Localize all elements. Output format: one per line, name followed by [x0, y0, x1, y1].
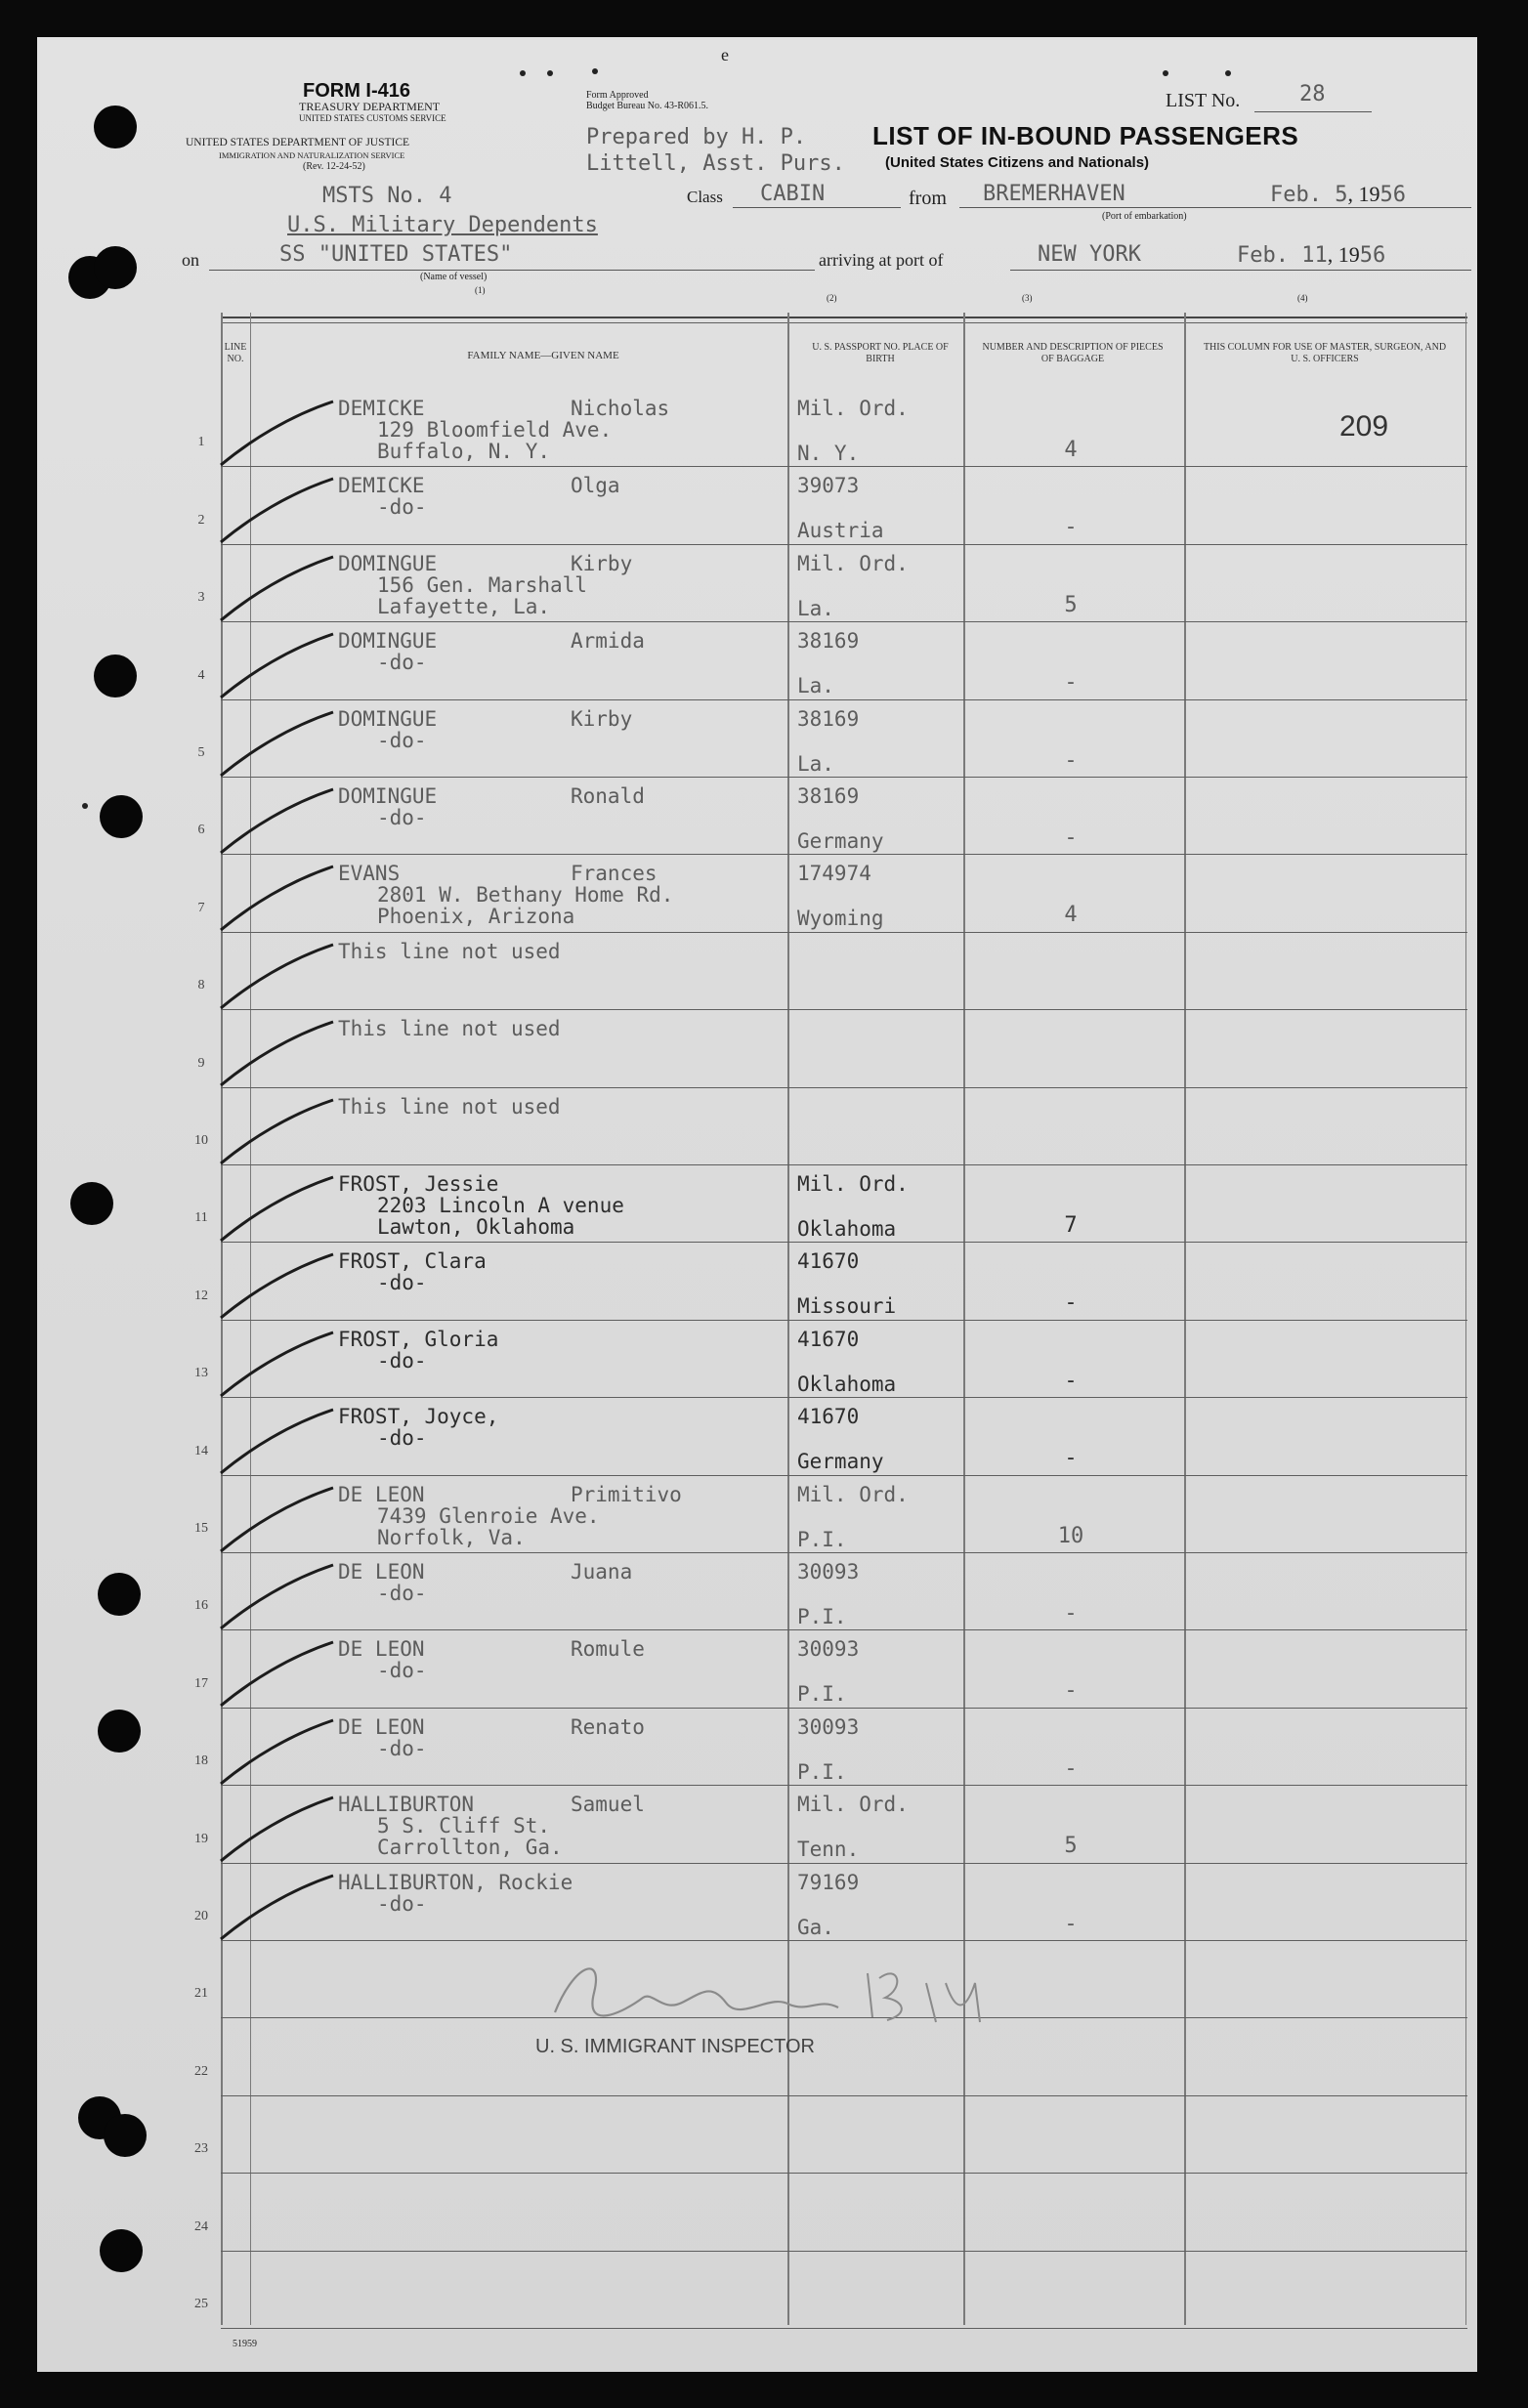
col1-number: (1) [475, 285, 486, 295]
table-row [182, 934, 1467, 1011]
baggage-count: 5 [1064, 1834, 1078, 1859]
binder-hole [104, 2114, 147, 2157]
check-mark [211, 397, 338, 475]
col4-number: (4) [1297, 293, 1308, 303]
line-number: 17 [194, 1675, 208, 1691]
family-name: DEMICKE [338, 397, 425, 420]
table-row [182, 1865, 1467, 1942]
list-no-label: LIST No. [1166, 90, 1241, 111]
table-row [182, 1011, 1467, 1088]
family-name: DOMINGUE [338, 706, 438, 731]
passport-number: 41670 [797, 1405, 860, 1429]
place-of-birth: Germany [797, 829, 884, 853]
line-number: 3 [197, 590, 205, 606]
vessel-name: SS "UNITED STATES" [279, 242, 513, 267]
family-name: DOMINGUE [338, 629, 438, 654]
line-number: 19 [194, 1831, 208, 1846]
address-line-1: -do- [377, 728, 427, 752]
passport-number: Mil. Ord. [797, 1172, 909, 1196]
line-number: 10 [194, 1132, 208, 1148]
col-name-header: FAMILY NAME—GIVEN NAME [467, 350, 619, 361]
on-label: on [182, 250, 199, 270]
family-name: DE LEON [338, 1482, 425, 1506]
address-line-1: -do- [377, 1891, 427, 1916]
line-number: 5 [197, 744, 205, 760]
baggage-count: 4 [1064, 903, 1078, 928]
line-number: 6 [197, 823, 205, 838]
baggage-count: - [1064, 1368, 1078, 1393]
table-row [182, 2097, 1467, 2175]
baggage-count: - [1064, 1601, 1078, 1626]
baggage-count: - [1064, 1678, 1078, 1704]
class-value: CABIN [760, 182, 826, 206]
place-of-birth: Oklahoma [797, 1372, 897, 1396]
line-number: 14 [194, 1443, 208, 1458]
place-of-birth: P.I. [797, 1605, 847, 1628]
table-row [182, 391, 1467, 468]
passport-number: 30093 [797, 1714, 860, 1739]
line-number: 25 [194, 2296, 208, 2311]
place-of-birth: Wyoming [797, 907, 884, 931]
address-line-1: -do- [377, 651, 427, 675]
passport-number: 38169 [797, 706, 860, 731]
address-line-1: 5 S. Cliff St. [377, 1814, 551, 1838]
arriving-label: arriving at port of [819, 250, 944, 270]
table-row [182, 1244, 1467, 1321]
arrival-port: NEW YORK [1038, 242, 1141, 267]
place-of-birth: La. [797, 751, 834, 776]
line-number: 20 [194, 1908, 208, 1923]
check-mark [211, 1095, 338, 1173]
given-name: Armida [571, 629, 645, 654]
family-name: DE LEON [338, 1637, 425, 1662]
justice-dept: UNITED STATES DEPARTMENT OF JUSTICE [186, 137, 410, 148]
given-name: Kirby [571, 706, 633, 731]
address-line-1: -do- [377, 1271, 427, 1295]
address-line-2: Phoenix, Arizona [377, 905, 575, 929]
check-mark [211, 1249, 338, 1328]
table-row [182, 623, 1467, 700]
table-row [182, 2253, 1467, 2330]
check-mark [211, 629, 338, 707]
passport-number: 41670 [797, 1327, 860, 1351]
place-of-birth: La. [797, 674, 834, 698]
address-line-1: 129 Bloomfield Ave. [377, 418, 613, 442]
address-line-1: -do- [377, 1736, 427, 1760]
place-of-birth: P.I. [797, 1527, 847, 1551]
line-number: 13 [194, 1366, 208, 1381]
embark-note: (Port of embarkation) [1102, 211, 1187, 222]
address-line-2: Lafayette, La. [377, 594, 551, 618]
address-line-2: Carrollton, Ga. [377, 1836, 563, 1860]
table-row [182, 701, 1467, 779]
place-of-birth: Ga. [797, 1915, 834, 1939]
budget-bureau: Budget Bureau No. 43-R061.5. [586, 101, 708, 111]
family-name: FROST, Jessie [338, 1172, 499, 1196]
check-mark [211, 1017, 338, 1095]
table-row [182, 1477, 1467, 1554]
check-mark [211, 1871, 338, 1949]
col-officers-header: THIS COLUMN FOR USE OF MASTER, SURGEON, AND U. S. OFFICERS [1203, 342, 1447, 364]
table-row [182, 468, 1467, 545]
binder-hole [98, 1573, 141, 1616]
baggage-count: - [1064, 515, 1078, 540]
inspector-label: U. S. IMMIGRANT INSPECTOR [535, 2036, 815, 2057]
given-name: Samuel [571, 1793, 645, 1817]
page-subtitle: (United States Citizens and Nationals) [885, 154, 1150, 171]
check-mark [211, 940, 338, 1018]
address-line-1: -do- [377, 1659, 427, 1683]
place-of-birth: Oklahoma [797, 1217, 897, 1241]
line-number: 11 [194, 1210, 208, 1226]
col-line-header: LINE NO. [224, 342, 247, 364]
family-name: EVANS [338, 862, 401, 886]
place-of-birth: Germany [797, 1450, 884, 1474]
given-name: Ronald [571, 784, 645, 808]
given-name: Frances [571, 862, 658, 886]
baggage-count: 10 [1057, 1523, 1084, 1548]
officer-note: 209 [1339, 410, 1389, 443]
line-number: 15 [194, 1520, 208, 1536]
table-row [182, 1554, 1467, 1631]
baggage-count: 7 [1064, 1213, 1078, 1238]
line-number: 7 [197, 900, 205, 915]
address-line-1: -do- [377, 1426, 427, 1451]
line-number: 23 [194, 2141, 208, 2157]
check-mark [211, 1715, 338, 1794]
baggage-count: - [1064, 1755, 1078, 1781]
place-of-birth: Missouri [797, 1294, 897, 1319]
place-of-birth: Austria [797, 519, 884, 543]
table-row [182, 1787, 1467, 1864]
family-name: This line not used [338, 1094, 561, 1119]
given-name: Juana [571, 1560, 633, 1584]
line-number: 12 [194, 1288, 208, 1303]
inspector-signature-text [37, 37, 38, 38]
passport-number: Mil. Ord. [797, 397, 909, 420]
line-number: 16 [194, 1598, 208, 1614]
col-baggage-header: NUMBER AND DESCRIPTION OF PIECES OF BAGGAGE [982, 342, 1164, 364]
line-number: 18 [194, 1753, 208, 1769]
check-mark [211, 1560, 338, 1638]
customs-service: UNITED STATES CUSTOMS SERVICE [299, 113, 446, 123]
line-number: 24 [194, 2218, 208, 2234]
family-name: This line not used [338, 939, 561, 963]
passport-number: Mil. Ord. [797, 1793, 909, 1817]
passport-number: 38169 [797, 784, 860, 808]
page-title: LIST OF IN-BOUND PASSENGERS [872, 121, 1299, 150]
address-line-2: Lawton, Oklahoma [377, 1215, 575, 1239]
address-line-1: 156 Gen. Marshall [377, 572, 587, 597]
form-approved: Form Approved [586, 90, 649, 101]
binder-hole [70, 1182, 113, 1225]
passport-number: 79169 [797, 1870, 860, 1894]
table-row [182, 779, 1467, 856]
baggage-count: - [1064, 1290, 1078, 1316]
table-row [182, 1399, 1467, 1476]
binder-hole [100, 795, 143, 838]
prepared-by-2: Littell, Asst. Purs. [586, 151, 845, 176]
place-of-birth: P.I. [797, 1682, 847, 1707]
vessel-note: (Name of vessel) [420, 272, 488, 282]
binder-hole [94, 655, 137, 697]
baggage-count: - [1064, 1446, 1078, 1471]
place-of-birth: P.I. [797, 1759, 847, 1784]
check-mark [211, 474, 338, 552]
passport-number: Mil. Ord. [797, 551, 909, 575]
dependents: U.S. Military Dependents [287, 213, 598, 237]
binder-hole [100, 2229, 143, 2272]
from-label: from [909, 188, 947, 209]
line-number: 1 [197, 435, 205, 450]
family-name: FROST, Joyce, [338, 1405, 499, 1429]
treasury-dept: TREASURY DEPARTMENT [299, 100, 441, 113]
family-name: DE LEON [338, 1560, 425, 1584]
revision: (Rev. 12-24-52) [303, 161, 365, 172]
address-line-1: 2203 Lincoln A venue [377, 1194, 624, 1217]
baggage-count: 4 [1064, 438, 1078, 462]
binder-hole [94, 246, 137, 289]
family-name: FROST, Gloria [338, 1327, 499, 1351]
family-name: DOMINGUE [338, 551, 438, 575]
check-mark [211, 1637, 338, 1715]
family-name: DEMICKE [338, 474, 425, 498]
baggage-count: - [1064, 1911, 1078, 1936]
check-mark [211, 707, 338, 785]
check-mark [211, 784, 338, 863]
table-row [182, 1089, 1467, 1166]
address-line-1: -do- [377, 806, 427, 829]
check-mark [211, 1172, 338, 1250]
col-passport-header: U. S. PASSPORT NO. PLACE OF BIRTH [812, 342, 949, 364]
line-number: 8 [197, 978, 205, 993]
line-number: 2 [197, 512, 205, 528]
check-mark [211, 1793, 338, 1871]
given-name: Olga [571, 474, 620, 498]
passport-number: 174974 [797, 862, 871, 886]
table-row [182, 1322, 1467, 1399]
address-line-1: 2801 W. Bethany Home Rd. [377, 883, 674, 908]
address-line-2: Norfolk, Va. [377, 1525, 526, 1549]
address-line-1: -do- [377, 1582, 427, 1605]
binder-hole [94, 106, 137, 148]
list-no-value: 28 [1299, 82, 1326, 106]
given-name: Nicholas [571, 397, 670, 420]
footer-code: 51959 [233, 2339, 257, 2349]
check-mark [211, 862, 338, 940]
family-name: FROST, Clara [338, 1249, 487, 1274]
given-name: Renato [571, 1714, 645, 1739]
arrival-date: Feb. 11, 1956 [1237, 242, 1386, 268]
passport-number: Mil. Ord. [797, 1482, 909, 1506]
baggage-count: - [1064, 670, 1078, 696]
family-name: DE LEON [338, 1714, 425, 1739]
passport-number: 30093 [797, 1637, 860, 1662]
baggage-count: - [1064, 825, 1078, 850]
address-line-1: -do- [377, 495, 427, 520]
table-row [182, 2175, 1467, 2252]
given-name: Kirby [571, 551, 633, 575]
from-value: BREMERHAVEN [983, 182, 1125, 206]
check-mark [211, 1483, 338, 1561]
depart-date: Feb. 5, 1956 [1270, 182, 1406, 207]
binder-hole [98, 1710, 141, 1753]
passport-number: 38169 [797, 629, 860, 654]
place-of-birth: Tenn. [797, 1838, 860, 1862]
manifest-page [37, 37, 1477, 2372]
top-mark: e [721, 45, 729, 64]
family-name: This line not used [338, 1017, 561, 1041]
place-of-birth: La. [797, 596, 834, 620]
form-number: FORM I-416 [303, 80, 411, 102]
class-label: Class [687, 188, 723, 206]
col2-number: (2) [827, 293, 837, 303]
check-mark [211, 1328, 338, 1406]
line-number: 22 [194, 2063, 208, 2079]
address-line-2: Buffalo, N. Y. [377, 440, 551, 463]
address-line-1: 7439 Glenroie Ave. [377, 1503, 600, 1528]
line-number: 9 [197, 1055, 205, 1071]
table-row [182, 856, 1467, 933]
ins-service: IMMIGRATION AND NATURALIZATION SERVICE [219, 150, 405, 160]
family-name: DOMINGUE [338, 784, 438, 808]
given-name: Primitivo [571, 1482, 682, 1506]
passport-number: 41670 [797, 1249, 860, 1274]
table-row [182, 1710, 1467, 1787]
given-name: Romule [571, 1637, 645, 1662]
place-of-birth: N. Y. [797, 442, 860, 465]
address-line-1: -do- [377, 1348, 427, 1373]
family-name: HALLIBURTON, Rockie [338, 1870, 573, 1894]
check-mark [211, 552, 338, 630]
col3-number: (3) [1022, 293, 1033, 303]
passport-number: 39073 [797, 474, 860, 498]
check-mark [211, 1405, 338, 1483]
prepared-by-1: Prepared by H. P. [586, 125, 807, 149]
passport-number: 30093 [797, 1560, 860, 1584]
line-number: 21 [194, 1986, 208, 2002]
family-name: HALLIBURTON [338, 1793, 475, 1817]
line-number: 4 [197, 667, 205, 683]
baggage-count: 5 [1064, 592, 1078, 617]
table-row [182, 546, 1467, 623]
baggage-count: - [1064, 747, 1078, 773]
msts-no: MSTS No. 4 [322, 184, 452, 208]
table-row [182, 1166, 1467, 1244]
table-row [182, 1631, 1467, 1709]
